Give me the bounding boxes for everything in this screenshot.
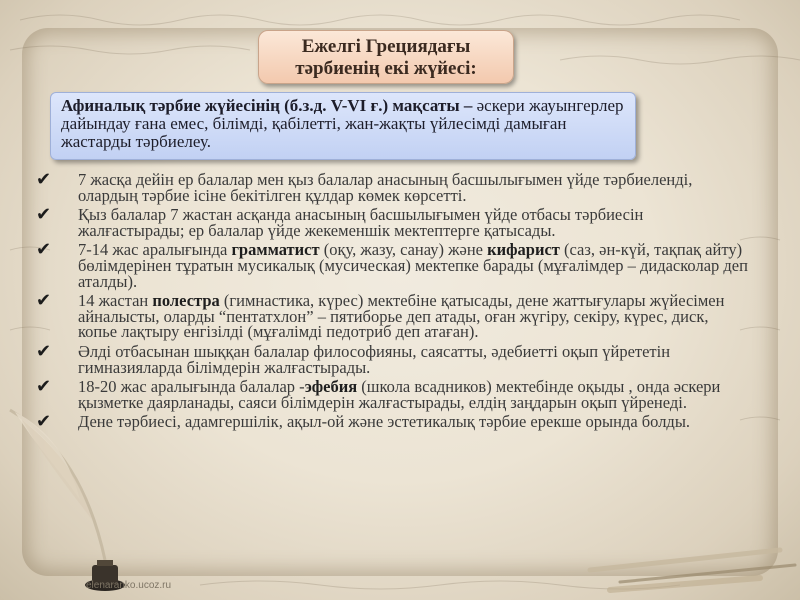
bullet-text: (саз, ән-күй, тақпақ айту) бөлімдерінен тұратын мусикалық (мусическая) мектепке барады (мұғалімдер – дидасколар деп аталды). [78, 240, 748, 291]
list-item [36, 239, 748, 291]
bullet-text: Дене тәрбиесі, адамгершілік, ақыл-ой және эстетикалық тәрбие ерекше орында болды. [78, 412, 691, 432]
bullet-text: 18-20 жас аралығында балалар - [78, 377, 305, 397]
site-watermark: elenaranko.ucoz.ru [86, 580, 172, 591]
bullet-text: 14 жастан [78, 291, 153, 311]
checkmark-icon: ✔ [36, 239, 52, 261]
list-item [36, 376, 748, 412]
bullet-term: полестра [152, 291, 220, 311]
checkmark-icon: ✔ [36, 340, 52, 362]
bullet-text: (гимнастика, күрес) мектебіне қатысады, дене жаттығулары жүйесімен айналысты, оларды “пентатхлон” – пятиборье деп атады, оған жүгіру, секіру, күрес, диск, копье лақтыру енгізілді (мұғалімді педотриб деп атаған). [78, 291, 725, 342]
list-item [36, 340, 748, 377]
bullet-text: (школа всадников) мектебінде оқыды , онда әскери қызметке даярланады, саяси білімдерін жалғастырады, елдің заңдарын оқып үйренеді. [78, 377, 721, 412]
checkmark-icon: ✔ [36, 169, 52, 190]
title-line-2: тәрбиенің екі жүйесі: [295, 58, 477, 79]
checkmark-icon: ✔ [36, 204, 52, 226]
bullet-text: (оқу, жазу, санау) және [319, 240, 488, 260]
list-item [36, 169, 748, 205]
checkmark-icon: ✔ [36, 290, 52, 312]
checkmark-icon: ✔ [36, 376, 52, 398]
athens-goal-heading: Афиналық тәрбие жүйесінің (б.з.д. V-VI ғ.) мақсаты – [61, 96, 473, 115]
scroll-pen-icon [580, 530, 800, 600]
list-item [36, 204, 748, 240]
bullet-text: 7 жасқа дейін ер балалар мен қыз балалар анасының басшылығымен үйде тәрбиеленді, олардың тәрбие ісіне бекітілген құлдар көмек көрсетті. [78, 170, 693, 205]
bullet-text: Қыз балалар 7 жастан асқанда анасының басшылығымен үйде отбасы тәрбиесін жалғастырады; ер балалар үйде жекеменшік мектептерге қатысады. [78, 205, 644, 240]
title-line-1: Ежелгі Грециядағы [301, 36, 471, 57]
list-item [36, 411, 748, 433]
bullet-term: грамматист [231, 240, 320, 260]
athens-goal-box [50, 92, 636, 160]
bullet-term: эфебия [304, 377, 358, 397]
athens-goal-text: әскери жауынгерлер дайындау ғана емес, білімді, қабілетті, жан-жақты үйлесімді дамыған жастарды тәрбиелеу. [61, 96, 624, 151]
list-item [36, 290, 748, 342]
bullet-list [36, 169, 748, 434]
bullet-term: кифарист [487, 240, 560, 260]
checkmark-icon: ✔ [36, 411, 52, 433]
bullet-text: Әлді отбасынан шыққан балалар философияны, саясатты, әдебиетті оқып үйрететін гимназияларда білімдерін жалғастырады. [78, 341, 671, 377]
bullet-text: 7-14 жас аралығында [78, 240, 232, 260]
slide-title [258, 30, 514, 84]
